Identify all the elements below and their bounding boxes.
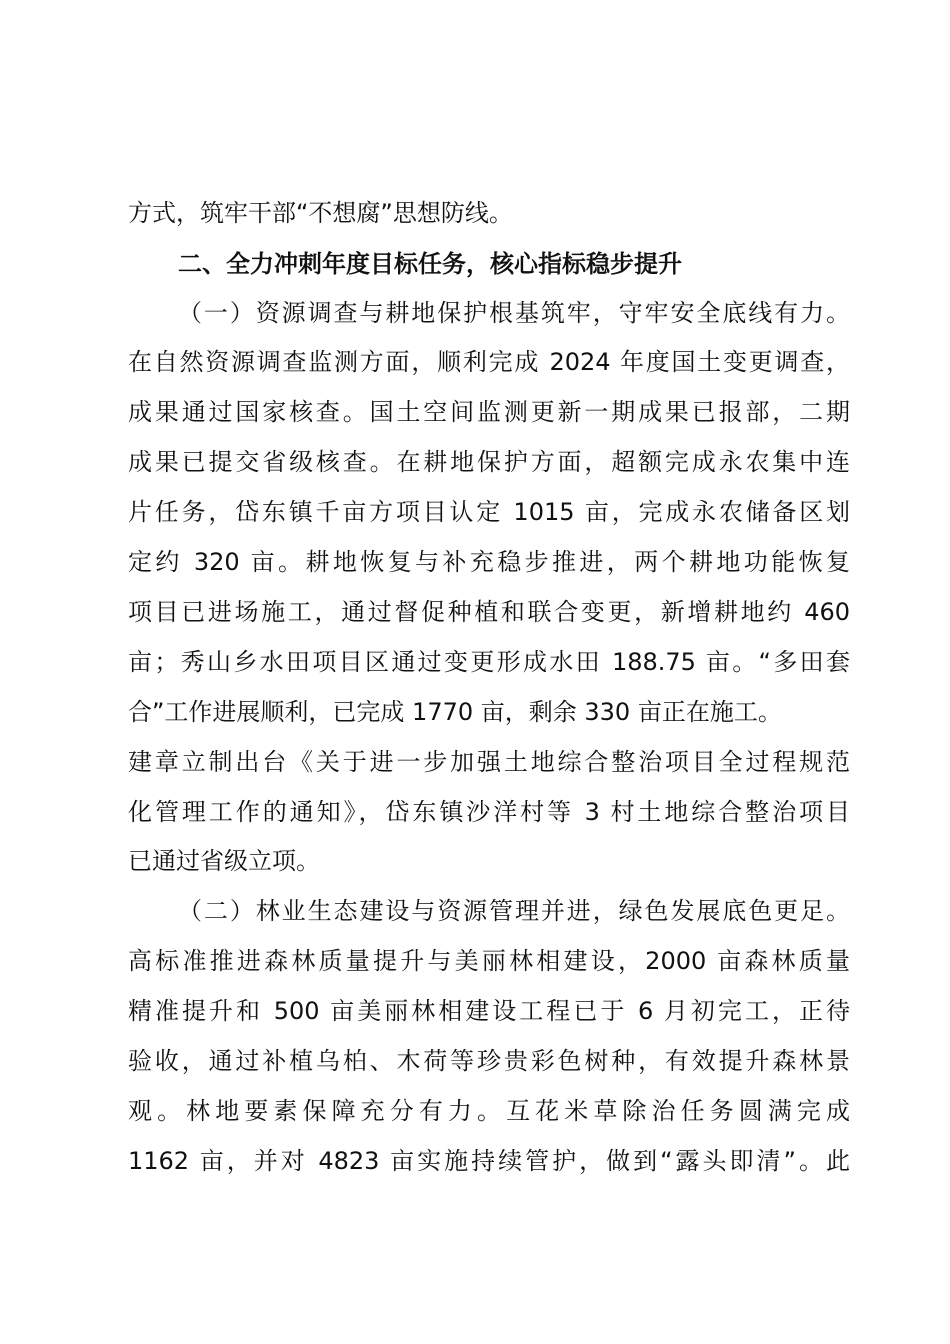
paragraph-line: 成果已提交省级核查。在耕地保护方面，超额完成永农集中连 xyxy=(128,448,850,476)
paragraph-line: 验收，通过补植乌柏、木荷等珍贵彩色树种，有效提升森林景 xyxy=(128,1047,850,1075)
paragraph-line: 方式，筑牢干部“不想腐”思想防线。 xyxy=(128,199,513,227)
paragraph-line: 建章立制出台《关于进一步加强土地综合整治项目全过程规范 xyxy=(128,748,850,776)
paragraph-line: 亩；秀山乡水田项目区通过变更形成水田 188.75 亩。“多田套 xyxy=(128,648,850,676)
paragraph-line: 定约 320 亩。耕地恢复与补充稳步推进，两个耕地功能恢复 xyxy=(128,548,850,576)
paragraph-line: 1162 亩，并对 4823 亩实施持续管护，做到“露头即清”。此 xyxy=(128,1147,850,1175)
paragraph-line: 高标准推进森林质量提升与美丽林相建设，2000 亩森林质量 xyxy=(128,947,850,975)
paragraph-line: 已通过省级立项。 xyxy=(128,847,320,875)
paragraph-line: 观。林地要素保障充分有力。互花米草除治任务圆满完成 xyxy=(128,1097,850,1125)
paragraph-line: 片任务，岱东镇千亩方项目认定 1015 亩，完成永农储备区划 xyxy=(128,498,850,526)
paragraph-line: 合”工作进展顺利，已完成 1770 亩，剩余 330 亩正在施工。 xyxy=(128,698,782,726)
paragraph-line: 在自然资源调查监测方面，顺利完成 2024 年度国土变更调查， xyxy=(128,348,850,376)
paragraph-line: 项目已进场施工，通过督促种植和联合变更，新增耕地约 460 xyxy=(128,598,850,626)
subsection-heading-line: （一）资源调查与耕地保护根基筑牢，守牢安全底线有力。 xyxy=(178,299,850,327)
paragraph-line: 化管理工作的通知》，岱东镇沙洋村等 3 村土地综合整治项目 xyxy=(128,798,850,826)
subsection-heading-line: （二）林业生态建设与资源管理并进，绿色发展底色更足。 xyxy=(178,897,850,925)
paragraph-line: 精准提升和 500 亩美丽林相建设工程已于 6 月初完工，正待 xyxy=(128,997,850,1025)
section-heading: 二、全力冲刺年度目标任务，核心指标稳步提升 xyxy=(178,250,682,278)
paragraph-line: 成果通过国家核查。国土空间监测更新一期成果已报部，二期 xyxy=(128,398,850,426)
